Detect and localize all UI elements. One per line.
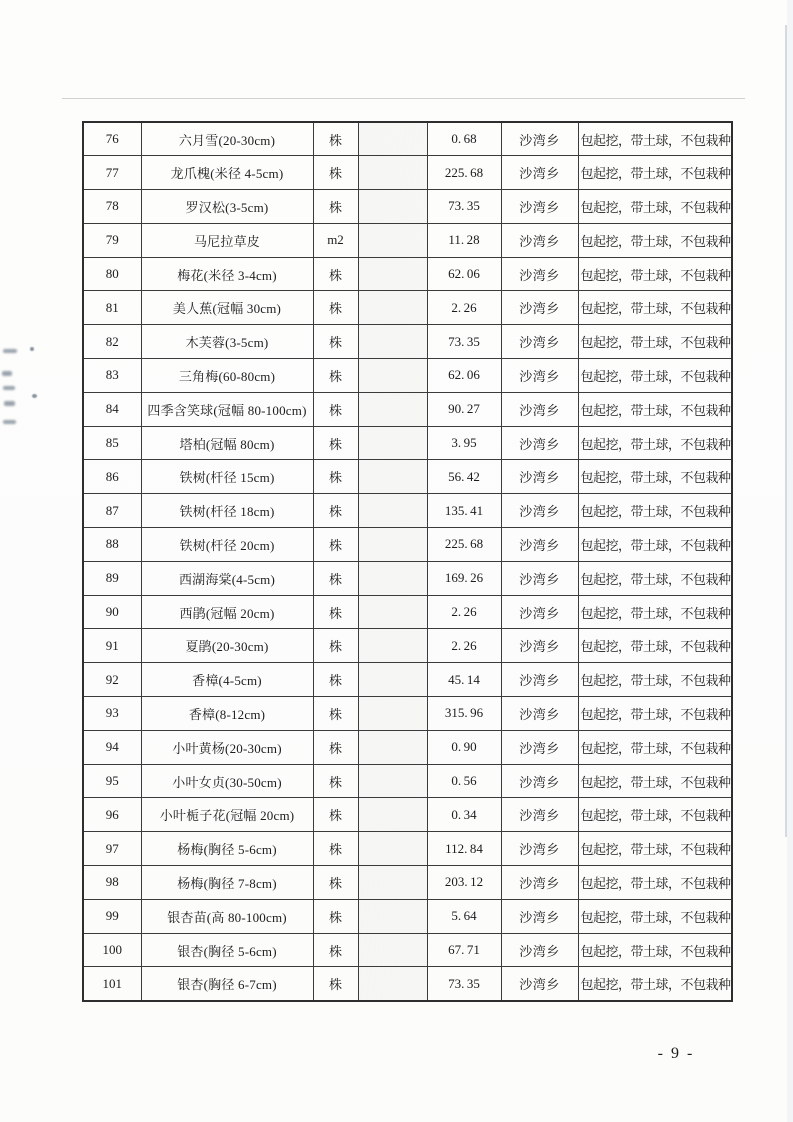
township: 沙湾乡 [501,426,578,460]
price: 67. 71 [427,933,501,967]
remark: 包起挖，带土球，不包栽种 [578,528,732,562]
price: 135. 41 [427,494,501,528]
unit: 株 [313,494,358,528]
row-number: 95 [83,764,141,798]
row-number: 86 [83,460,141,494]
plant-name: 银杏(胸径 6-7cm) [141,967,313,1001]
township: 沙湾乡 [501,561,578,595]
unit: 株 [313,122,358,156]
row-number: 78 [83,190,141,224]
township: 沙湾乡 [501,933,578,967]
plant-name: 小叶栀子花(冠幅 20cm) [141,798,313,832]
quantity-cell [358,156,427,190]
plant-name: 美人蕉(冠幅 30cm) [141,291,313,325]
price: 73. 35 [427,967,501,1001]
row-number: 87 [83,494,141,528]
plant-name: 六月雪(20-30cm) [141,122,313,156]
quantity-cell [358,595,427,629]
township: 沙湾乡 [501,190,578,224]
remark: 包起挖，带土球，不包栽种 [578,730,732,764]
table-row [83,561,732,595]
table-row [83,257,732,291]
township: 沙湾乡 [501,798,578,832]
price: 62. 06 [427,257,501,291]
plant-name: 罗汉松(3-5cm) [141,190,313,224]
plant-name: 铁树(杆径 20cm) [141,528,313,562]
table-row [83,528,732,562]
scan-page-edge-line [785,25,787,837]
quantity-cell [358,528,427,562]
unit: m2 [313,223,358,257]
quantity-cell [358,257,427,291]
remark: 包起挖，带土球，不包栽种 [578,764,732,798]
quantity-cell [358,190,427,224]
row-number: 83 [83,359,141,393]
plant-name: 银杏(胸径 5-6cm) [141,933,313,967]
table-row [83,629,732,663]
remark: 包起挖，带土球，不包栽种 [578,832,732,866]
table-row [83,866,732,900]
township: 沙湾乡 [501,595,578,629]
remark: 包起挖，带土球，不包栽种 [578,494,732,528]
quantity-cell [358,291,427,325]
township: 沙湾乡 [501,494,578,528]
township: 沙湾乡 [501,291,578,325]
plant-name: 小叶黄杨(20-30cm) [141,730,313,764]
row-number: 79 [83,223,141,257]
table-row [83,392,732,426]
township: 沙湾乡 [501,663,578,697]
quantity-cell [358,967,427,1001]
remark: 包起挖，带土球，不包栽种 [578,933,732,967]
unit: 株 [313,528,358,562]
quantity-cell [358,392,427,426]
unit: 株 [313,967,358,1001]
township: 沙湾乡 [501,359,578,393]
quantity-cell [358,899,427,933]
township: 沙湾乡 [501,866,578,900]
table-row [83,494,732,528]
table-row [83,967,732,1001]
remark: 包起挖，带土球，不包栽种 [578,697,732,731]
remark: 包起挖，带土球，不包栽种 [578,460,732,494]
row-number: 89 [83,561,141,595]
township: 沙湾乡 [501,122,578,156]
unit: 株 [313,730,358,764]
plant-name: 杨梅(胸径 7-8cm) [141,866,313,900]
row-number: 84 [83,392,141,426]
toner-speck [32,394,37,398]
price: 0. 34 [427,798,501,832]
table-row [83,730,732,764]
plant-name: 夏鹃(20-30cm) [141,629,313,663]
plant-name: 塔柏(冠幅 80cm) [141,426,313,460]
unit: 株 [313,764,358,798]
price: 62. 06 [427,359,501,393]
price: 2. 26 [427,595,501,629]
quantity-cell [358,866,427,900]
row-number: 85 [83,426,141,460]
township: 沙湾乡 [501,629,578,663]
table-row [83,832,732,866]
remark: 包起挖，带土球，不包栽种 [578,798,732,832]
quantity-cell [358,223,427,257]
township: 沙湾乡 [501,460,578,494]
table-row [83,933,732,967]
remark: 包起挖，带土球，不包栽种 [578,291,732,325]
unit: 株 [313,663,358,697]
price: 3. 95 [427,426,501,460]
remark: 包起挖，带土球，不包栽种 [578,122,732,156]
township: 沙湾乡 [501,730,578,764]
table-row [83,325,732,359]
plant-name: 西鹃(冠幅 20cm) [141,595,313,629]
row-number: 76 [83,122,141,156]
row-number: 101 [83,967,141,1001]
price: 73. 35 [427,190,501,224]
township: 沙湾乡 [501,325,578,359]
price: 56. 42 [427,460,501,494]
plant-name: 杨梅(胸径 5-6cm) [141,832,313,866]
quantity-cell [358,832,427,866]
unit: 株 [313,325,358,359]
remark: 包起挖，带土球，不包栽种 [578,967,732,1001]
scan-fold-line [62,98,745,99]
table-row [83,798,732,832]
price-table-body [83,122,732,1001]
unit: 株 [313,832,358,866]
price: 5. 64 [427,899,501,933]
row-number: 92 [83,663,141,697]
price: 315. 96 [427,697,501,731]
unit: 株 [313,899,358,933]
remark: 包起挖，带土球，不包栽种 [578,392,732,426]
price: 0. 56 [427,764,501,798]
price: 45. 14 [427,663,501,697]
remark: 包起挖，带土球，不包栽种 [578,359,732,393]
row-number: 97 [83,832,141,866]
unit: 株 [313,798,358,832]
unit: 株 [313,629,358,663]
township: 沙湾乡 [501,764,578,798]
unit: 株 [313,257,358,291]
toner-smudge [3,386,15,390]
price: 2. 26 [427,291,501,325]
unit: 株 [313,426,358,460]
toner-smudge [4,401,15,406]
quantity-cell [358,663,427,697]
plant-name: 梅花(米径 3-4cm) [141,257,313,291]
remark: 包起挖，带土球，不包栽种 [578,595,732,629]
plant-name: 四季含笑球(冠幅 80-100cm) [141,392,313,426]
row-number: 94 [83,730,141,764]
township: 沙湾乡 [501,223,578,257]
row-number: 80 [83,257,141,291]
remark: 包起挖，带土球，不包栽种 [578,325,732,359]
table-row [83,190,732,224]
quantity-cell [358,494,427,528]
price: 90. 27 [427,392,501,426]
unit: 株 [313,291,358,325]
unit: 株 [313,697,358,731]
township: 沙湾乡 [501,832,578,866]
plant-name: 香樟(8-12cm) [141,697,313,731]
page-number: - 9 - [657,1045,695,1062]
table-row [83,663,732,697]
price: 11. 28 [427,223,501,257]
plant-name: 铁树(杆径 18cm) [141,494,313,528]
plant-name: 香樟(4-5cm) [141,663,313,697]
price: 169. 26 [427,561,501,595]
remark: 包起挖，带土球，不包栽种 [578,899,732,933]
quantity-cell [358,730,427,764]
unit: 株 [313,392,358,426]
plant-name: 龙爪槐(米径 4-5cm) [141,156,313,190]
price: 225. 68 [427,156,501,190]
price: 203. 12 [427,866,501,900]
township: 沙湾乡 [501,392,578,426]
quantity-cell [358,561,427,595]
township: 沙湾乡 [501,257,578,291]
price: 0. 68 [427,122,501,156]
toner-smudge [3,349,17,353]
table-row [83,359,732,393]
quantity-cell [358,764,427,798]
table-row [83,697,732,731]
toner-smudge [2,371,12,376]
quantity-cell [358,697,427,731]
quantity-cell [358,460,427,494]
unit: 株 [313,561,358,595]
table-row [83,223,732,257]
scan-page-edge-tint [787,0,793,1122]
township: 沙湾乡 [501,899,578,933]
unit: 株 [313,866,358,900]
unit: 株 [313,156,358,190]
plant-name: 小叶女贞(30-50cm) [141,764,313,798]
row-number: 81 [83,291,141,325]
table-row [83,764,732,798]
quantity-cell [358,933,427,967]
township: 沙湾乡 [501,528,578,562]
unit: 株 [313,595,358,629]
plant-name: 银杏苗(高 80-100cm) [141,899,313,933]
township: 沙湾乡 [501,697,578,731]
plant-name: 木芙蓉(3-5cm) [141,325,313,359]
township: 沙湾乡 [501,967,578,1001]
unit: 株 [313,190,358,224]
price: 2. 26 [427,629,501,663]
table-row [83,291,732,325]
unit: 株 [313,933,358,967]
row-number: 100 [83,933,141,967]
table-row [83,899,732,933]
row-number: 93 [83,697,141,731]
quantity-cell [358,359,427,393]
toner-smudge [3,420,16,424]
quantity-cell [358,426,427,460]
remark: 包起挖，带土球，不包栽种 [578,426,732,460]
row-number: 82 [83,325,141,359]
quantity-cell [358,629,427,663]
toner-speck [30,347,34,351]
row-number: 96 [83,798,141,832]
plant-name: 西湖海棠(4-5cm) [141,561,313,595]
remark: 包起挖，带土球，不包栽种 [578,156,732,190]
plant-name: 三角梅(60-80cm) [141,359,313,393]
table-row [83,156,732,190]
quantity-cell [358,798,427,832]
table-row [83,426,732,460]
quantity-cell [358,325,427,359]
remark: 包起挖，带土球，不包栽种 [578,629,732,663]
township: 沙湾乡 [501,156,578,190]
row-number: 88 [83,528,141,562]
row-number: 77 [83,156,141,190]
remark: 包起挖，带土球，不包栽种 [578,561,732,595]
remark: 包起挖，带土球，不包栽种 [578,866,732,900]
remark: 包起挖，带土球，不包栽种 [578,257,732,291]
row-number: 99 [83,899,141,933]
row-number: 98 [83,866,141,900]
row-number: 91 [83,629,141,663]
price: 0. 90 [427,730,501,764]
plant-compensation-table [82,121,733,1002]
plant-name: 马尼拉草皮 [141,223,313,257]
remark: 包起挖，带土球，不包栽种 [578,190,732,224]
quantity-cell [358,122,427,156]
table-row [83,595,732,629]
table-row [83,460,732,494]
price: 112. 84 [427,832,501,866]
remark: 包起挖，带土球，不包栽种 [578,663,732,697]
unit: 株 [313,460,358,494]
price: 225. 68 [427,528,501,562]
unit: 株 [313,359,358,393]
price: 73. 35 [427,325,501,359]
table-row [83,122,732,156]
row-number: 90 [83,595,141,629]
remark: 包起挖，带土球，不包栽种 [578,223,732,257]
plant-name: 铁树(杆径 15cm) [141,460,313,494]
